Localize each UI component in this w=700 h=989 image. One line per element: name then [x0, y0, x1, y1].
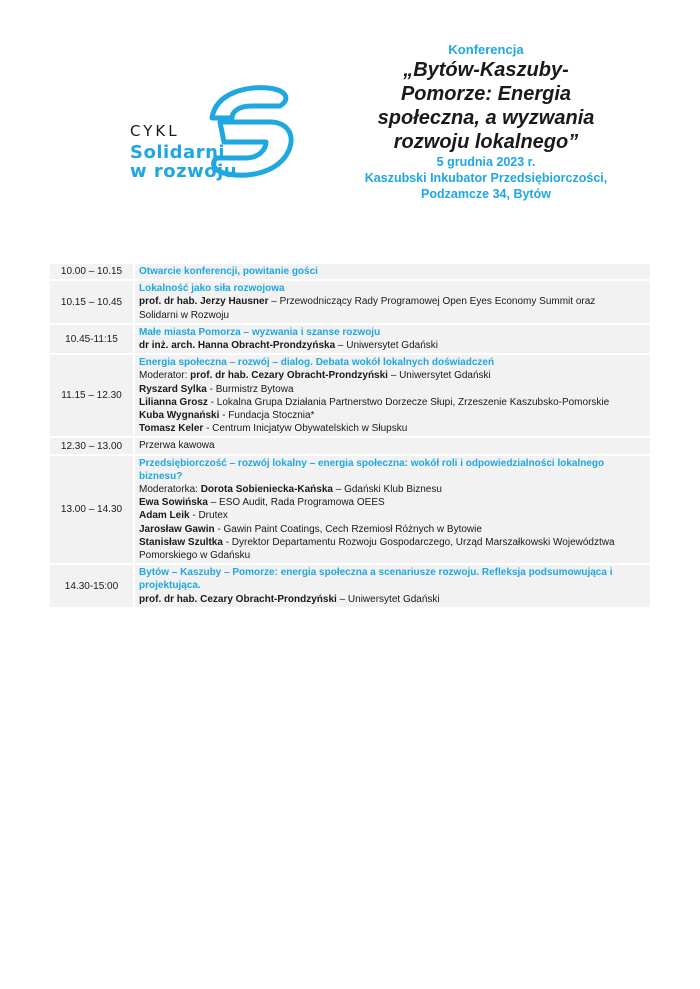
agenda-topic: Małe miasta Pomorza – wyzwania i szanse rozwoju — [139, 326, 381, 338]
speaker-line — [139, 483, 646, 496]
agenda-time: 12.30 – 13.00 — [49, 437, 134, 454]
speaker-affiliation: Pomorskiego w Gdańsku — [139, 550, 251, 562]
speaker-affiliation: - Fundacja Stocznia* — [219, 410, 315, 422]
speaker-line — [139, 409, 646, 422]
speaker-affiliation: - Lokalna Grupa Działania Partnerstwo Dorzecze Słupi, Zrzeszenie Kaszubsko-Pomorskie — [207, 396, 610, 408]
agenda-time: 14.30-15:00 — [49, 564, 134, 608]
logo-cykl-text: CYKL — [130, 122, 180, 140]
agenda-content — [134, 280, 651, 324]
agenda-topic: Przedsiębiorczość – rozwój lokalny – energia społeczna: wokół roli i odpowiedzialności lokalnego biznesu? — [139, 457, 605, 482]
speaker-name: Tomasz Keler — [139, 423, 204, 435]
speaker-affiliation: - Burmistrz Bytowa — [206, 383, 294, 395]
speaker-name: dr inż. arch. Hanna Obracht-Prondzyńska — [139, 340, 336, 352]
speaker-affiliation: - Drutex — [189, 510, 228, 522]
speaker-affiliation: – Uniwersytet Gdański — [336, 593, 440, 605]
title-line: rozwoju lokalnego” — [393, 131, 579, 153]
conference-kicker: Konferencja — [448, 42, 524, 57]
speaker-line — [139, 593, 646, 606]
agenda-content — [134, 455, 651, 565]
speaker-name: prof. dr hab. Cezary Obracht-Prondzyński — [190, 370, 388, 382]
speaker-line — [139, 536, 646, 549]
speaker-name: Ewa Sowińska — [139, 497, 208, 509]
agenda-table — [48, 262, 652, 609]
agenda-topic: Energia społeczna – rozwój – dialog. Debata wokół lokalnych doświadczeń — [139, 357, 495, 369]
speaker-line — [139, 295, 646, 308]
speaker-line — [139, 339, 646, 352]
speaker-name: prof. dr hab. Jerzy Hausner — [139, 296, 269, 308]
conference-venue: Kaszubski Inkubator Przedsiębiorczości, — [364, 171, 608, 185]
conference-date: 5 grudnia 2023 r. — [436, 155, 536, 169]
agenda-row — [49, 263, 651, 280]
agenda-row — [49, 564, 651, 608]
speaker-affiliation: - Gawin Paint Coatings, Cech Rzemiosł Różnych w Bytowie — [214, 523, 482, 535]
speaker-name: Ryszard Sylka — [139, 383, 207, 395]
title-line: „Bytów-Kaszuby- — [403, 59, 569, 81]
speaker-line — [139, 422, 646, 435]
logo-solidarni-text: Solidarni — [130, 142, 226, 163]
speaker-line — [139, 369, 646, 382]
agenda-time: 10.15 – 10.45 — [49, 280, 134, 324]
agenda-topic: Bytów – Kaszuby – Pomorze: energia społeczna a scenariusze rozwoju. Refleksja podsumowująca i projektująca. — [139, 567, 613, 592]
speaker-line — [139, 549, 646, 562]
agenda-topic: Otwarcie konferencji, powitanie gości — [139, 266, 318, 277]
speaker-affiliation: – Uniwersytet Gdański — [335, 340, 438, 352]
speaker-affiliation: Solidarni w Rozwoju — [139, 309, 230, 321]
speaker-line — [139, 396, 646, 409]
cykl-solidarni-logo — [120, 78, 310, 188]
speaker-name: Stanisław Szultka — [139, 536, 223, 548]
speaker-affiliation: – ESO Audit, Rada Programowa OEES — [207, 497, 385, 509]
agenda-row — [49, 455, 651, 565]
speaker-affiliation: – Przewodniczący Rady Programowej Open Eyes Economy Summit oraz — [268, 296, 596, 308]
speaker-affiliation: – Gdański Klub Biznesu — [332, 484, 442, 496]
speaker-name: Dorota Sobieniecka-Kańska — [200, 484, 333, 496]
title-line: społeczna, a wyzwania — [377, 107, 595, 129]
agenda-content — [134, 324, 651, 354]
title-line: Pomorze: Energia — [400, 83, 572, 105]
agenda-topic: Lokalność jako siła rozwojowa — [139, 283, 285, 295]
agenda-content — [134, 437, 651, 454]
agenda-time: 10.00 – 10.15 — [49, 263, 134, 280]
agenda-row — [49, 354, 651, 437]
agenda-plain-text: Przerwa kawowa — [139, 440, 215, 452]
agenda-time: 11.15 – 12.30 — [49, 354, 134, 437]
speaker-line — [139, 496, 646, 509]
speaker-affiliation: - Centrum Inicjatyw Obywatelskich w Słupsku — [203, 423, 408, 435]
speaker-role-prefix: Moderator: — [139, 370, 191, 382]
speaker-name: Kuba Wygnański — [139, 410, 220, 422]
speaker-affiliation: - Dyrektor Departamentu Rozwoju Gospodarczego, Urząd Marszałkowski Województwa — [222, 536, 615, 548]
speaker-name: Adam Leik — [139, 510, 190, 522]
speaker-name: prof. dr hab. Cezary Obracht-Prondzyński — [139, 593, 337, 605]
agenda-content — [134, 354, 651, 437]
speaker-line — [139, 309, 646, 322]
speaker-line — [139, 523, 646, 536]
agenda-row — [49, 280, 651, 324]
agenda-content — [134, 564, 651, 608]
speaker-role-prefix: Moderatorka: — [139, 484, 201, 496]
agenda-row — [49, 324, 651, 354]
agenda-row — [49, 437, 651, 454]
agenda-time: 13.00 – 14.30 — [49, 455, 134, 565]
speaker-line — [139, 383, 646, 396]
agenda-body — [49, 263, 651, 608]
agenda-content — [134, 263, 651, 280]
speaker-line — [139, 509, 646, 522]
speaker-name: Jarosław Gawin — [139, 523, 215, 535]
logo-w-rozwoju-text: w rozwoju — [130, 161, 238, 182]
speaker-affiliation: – Uniwersytet Gdański — [387, 370, 491, 382]
conference-address: Podzamcze 34, Bytów — [421, 187, 551, 201]
speaker-name: Lilianna Grosz — [139, 396, 208, 408]
conference-title — [350, 58, 622, 154]
agenda-time: 10.45-11:15 — [49, 324, 134, 354]
conference-header — [350, 42, 622, 202]
